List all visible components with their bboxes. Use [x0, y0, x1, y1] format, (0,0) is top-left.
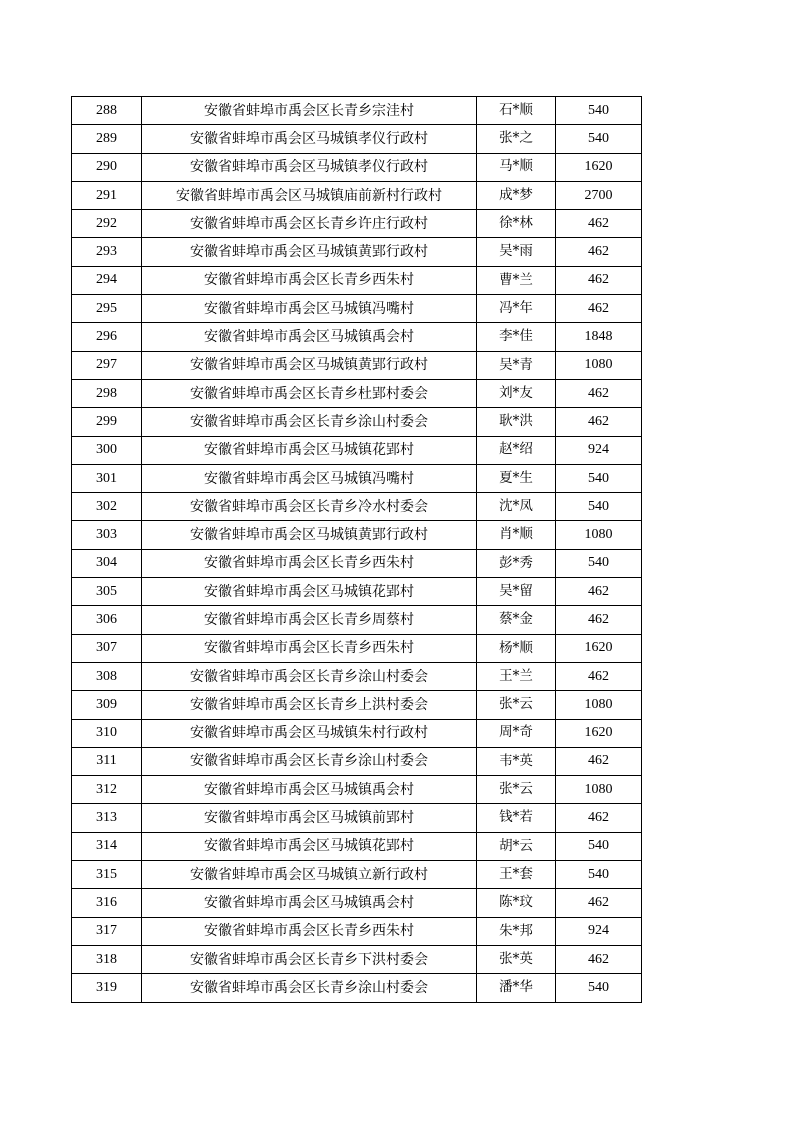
table-row	[72, 662, 642, 690]
row-number: 311	[72, 747, 142, 775]
row-amount: 462	[556, 295, 642, 323]
row-address: 安徽省蚌埠市禹会区马城镇立新行政村	[142, 861, 477, 889]
row-name: 朱*邦	[477, 917, 556, 945]
row-number: 293	[72, 238, 142, 266]
row-address: 安徽省蚌埠市禹会区长青乡周蔡村	[142, 606, 477, 634]
table-row	[72, 747, 642, 775]
row-address: 安徽省蚌埠市禹会区马城镇庙前新村行政村	[142, 181, 477, 209]
table-row	[72, 351, 642, 379]
roster-table-body	[72, 97, 642, 1003]
row-address: 安徽省蚌埠市禹会区长青乡宗洼村	[142, 97, 477, 125]
row-name: 潘*华	[477, 974, 556, 1002]
row-number: 307	[72, 634, 142, 662]
row-number: 288	[72, 97, 142, 125]
row-amount: 1080	[556, 521, 642, 549]
row-name: 吴*留	[477, 578, 556, 606]
row-amount: 1620	[556, 153, 642, 181]
row-address: 安徽省蚌埠市禹会区马城镇花郢村	[142, 436, 477, 464]
row-number: 303	[72, 521, 142, 549]
row-number: 298	[72, 379, 142, 407]
row-address: 安徽省蚌埠市禹会区长青乡西朱村	[142, 549, 477, 577]
row-address: 安徽省蚌埠市禹会区马城镇朱村行政村	[142, 719, 477, 747]
row-name: 周*奇	[477, 719, 556, 747]
table-row	[72, 719, 642, 747]
row-amount: 462	[556, 662, 642, 690]
row-amount: 462	[556, 408, 642, 436]
row-number: 306	[72, 606, 142, 634]
row-address: 安徽省蚌埠市禹会区长青乡杜郢村委会	[142, 379, 477, 407]
row-number: 309	[72, 691, 142, 719]
table-row	[72, 493, 642, 521]
row-name: 成*梦	[477, 181, 556, 209]
table-row	[72, 521, 642, 549]
table-row	[72, 97, 642, 125]
table-row	[72, 606, 642, 634]
row-amount: 462	[556, 379, 642, 407]
row-number: 296	[72, 323, 142, 351]
row-address: 安徽省蚌埠市禹会区马城镇花郢村	[142, 832, 477, 860]
row-number: 316	[72, 889, 142, 917]
row-name: 赵*绍	[477, 436, 556, 464]
row-address: 安徽省蚌埠市禹会区长青乡下洪村委会	[142, 945, 477, 973]
row-number: 312	[72, 776, 142, 804]
table-row	[72, 889, 642, 917]
row-address: 安徽省蚌埠市禹会区马城镇黄郢行政村	[142, 351, 477, 379]
row-name: 耿*洪	[477, 408, 556, 436]
row-name: 刘*友	[477, 379, 556, 407]
row-number: 318	[72, 945, 142, 973]
row-name: 马*顺	[477, 153, 556, 181]
row-number: 305	[72, 578, 142, 606]
row-address: 安徽省蚌埠市禹会区马城镇禹会村	[142, 889, 477, 917]
row-amount: 1080	[556, 776, 642, 804]
table-row	[72, 210, 642, 238]
row-name: 冯*年	[477, 295, 556, 323]
row-amount: 1620	[556, 634, 642, 662]
row-amount: 924	[556, 436, 642, 464]
table-row	[72, 238, 642, 266]
row-amount: 462	[556, 804, 642, 832]
row-number: 302	[72, 493, 142, 521]
table-row	[72, 974, 642, 1002]
row-number: 301	[72, 464, 142, 492]
row-amount: 1080	[556, 351, 642, 379]
row-name: 张*英	[477, 945, 556, 973]
row-amount: 462	[556, 945, 642, 973]
row-address: 安徽省蚌埠市禹会区马城镇花郢村	[142, 578, 477, 606]
row-amount: 540	[556, 974, 642, 1002]
row-name: 王*兰	[477, 662, 556, 690]
row-address: 安徽省蚌埠市禹会区马城镇前郢村	[142, 804, 477, 832]
row-amount: 1080	[556, 691, 642, 719]
row-name: 沈*凤	[477, 493, 556, 521]
row-number: 315	[72, 861, 142, 889]
row-number: 310	[72, 719, 142, 747]
row-amount: 2700	[556, 181, 642, 209]
row-amount: 462	[556, 238, 642, 266]
row-amount: 924	[556, 917, 642, 945]
row-number: 297	[72, 351, 142, 379]
row-address: 安徽省蚌埠市禹会区长青乡西朱村	[142, 917, 477, 945]
row-name: 吴*雨	[477, 238, 556, 266]
row-amount: 540	[556, 861, 642, 889]
row-name: 彭*秀	[477, 549, 556, 577]
row-name: 胡*云	[477, 832, 556, 860]
row-number: 314	[72, 832, 142, 860]
table-row	[72, 917, 642, 945]
row-number: 291	[72, 181, 142, 209]
row-address: 安徽省蚌埠市禹会区长青乡涂山村委会	[142, 408, 477, 436]
row-address: 安徽省蚌埠市禹会区长青乡涂山村委会	[142, 974, 477, 1002]
table-row	[72, 436, 642, 464]
row-amount: 462	[556, 889, 642, 917]
row-amount: 540	[556, 97, 642, 125]
table-row	[72, 408, 642, 436]
row-number: 308	[72, 662, 142, 690]
row-amount: 462	[556, 266, 642, 294]
row-address: 安徽省蚌埠市禹会区马城镇禹会村	[142, 776, 477, 804]
row-name: 蔡*金	[477, 606, 556, 634]
row-amount: 540	[556, 832, 642, 860]
roster-table	[71, 96, 642, 1003]
table-row	[72, 634, 642, 662]
row-amount: 462	[556, 606, 642, 634]
table-row	[72, 861, 642, 889]
table-row	[72, 945, 642, 973]
row-name: 王*套	[477, 861, 556, 889]
table-row	[72, 776, 642, 804]
row-address: 安徽省蚌埠市禹会区长青乡上洪村委会	[142, 691, 477, 719]
row-name: 吴*青	[477, 351, 556, 379]
row-amount: 462	[556, 578, 642, 606]
row-amount: 540	[556, 464, 642, 492]
row-name: 徐*林	[477, 210, 556, 238]
table-row	[72, 691, 642, 719]
table-row	[72, 181, 642, 209]
table-row	[72, 464, 642, 492]
row-number: 292	[72, 210, 142, 238]
row-address: 安徽省蚌埠市禹会区长青乡涂山村委会	[142, 662, 477, 690]
row-amount: 540	[556, 493, 642, 521]
row-number: 313	[72, 804, 142, 832]
row-amount: 1620	[556, 719, 642, 747]
row-name: 李*佳	[477, 323, 556, 351]
row-amount: 1848	[556, 323, 642, 351]
row-name: 钱*若	[477, 804, 556, 832]
table-row	[72, 125, 642, 153]
row-amount: 540	[556, 549, 642, 577]
table-row	[72, 153, 642, 181]
row-number: 304	[72, 549, 142, 577]
row-number: 299	[72, 408, 142, 436]
row-name: 肖*顺	[477, 521, 556, 549]
row-address: 安徽省蚌埠市禹会区长青乡许庄行政村	[142, 210, 477, 238]
row-number: 294	[72, 266, 142, 294]
table-row	[72, 549, 642, 577]
row-address: 安徽省蚌埠市禹会区马城镇孝仪行政村	[142, 125, 477, 153]
row-address: 安徽省蚌埠市禹会区长青乡西朱村	[142, 634, 477, 662]
table-row	[72, 323, 642, 351]
table-row	[72, 832, 642, 860]
row-name: 石*顺	[477, 97, 556, 125]
row-address: 安徽省蚌埠市禹会区长青乡冷水村委会	[142, 493, 477, 521]
table-row	[72, 379, 642, 407]
table-row	[72, 295, 642, 323]
table-row	[72, 266, 642, 294]
row-address: 安徽省蚌埠市禹会区马城镇黄郢行政村	[142, 521, 477, 549]
row-address: 安徽省蚌埠市禹会区马城镇黄郢行政村	[142, 238, 477, 266]
row-name: 夏*生	[477, 464, 556, 492]
row-amount: 462	[556, 747, 642, 775]
row-name: 张*云	[477, 776, 556, 804]
table-row	[72, 804, 642, 832]
row-name: 杨*顺	[477, 634, 556, 662]
row-number: 295	[72, 295, 142, 323]
row-amount: 540	[556, 125, 642, 153]
row-number: 317	[72, 917, 142, 945]
row-name: 张*云	[477, 691, 556, 719]
row-name: 陈*玟	[477, 889, 556, 917]
row-number: 289	[72, 125, 142, 153]
row-number: 300	[72, 436, 142, 464]
row-name: 曹*兰	[477, 266, 556, 294]
row-name: 张*之	[477, 125, 556, 153]
row-number: 319	[72, 974, 142, 1002]
row-number: 290	[72, 153, 142, 181]
table-row	[72, 578, 642, 606]
row-address: 安徽省蚌埠市禹会区马城镇孝仪行政村	[142, 153, 477, 181]
row-address: 安徽省蚌埠市禹会区长青乡西朱村	[142, 266, 477, 294]
row-address: 安徽省蚌埠市禹会区长青乡涂山村委会	[142, 747, 477, 775]
row-name: 韦*英	[477, 747, 556, 775]
row-address: 安徽省蚌埠市禹会区马城镇冯嘴村	[142, 295, 477, 323]
row-address: 安徽省蚌埠市禹会区马城镇禹会村	[142, 323, 477, 351]
row-amount: 462	[556, 210, 642, 238]
row-address: 安徽省蚌埠市禹会区马城镇冯嘴村	[142, 464, 477, 492]
